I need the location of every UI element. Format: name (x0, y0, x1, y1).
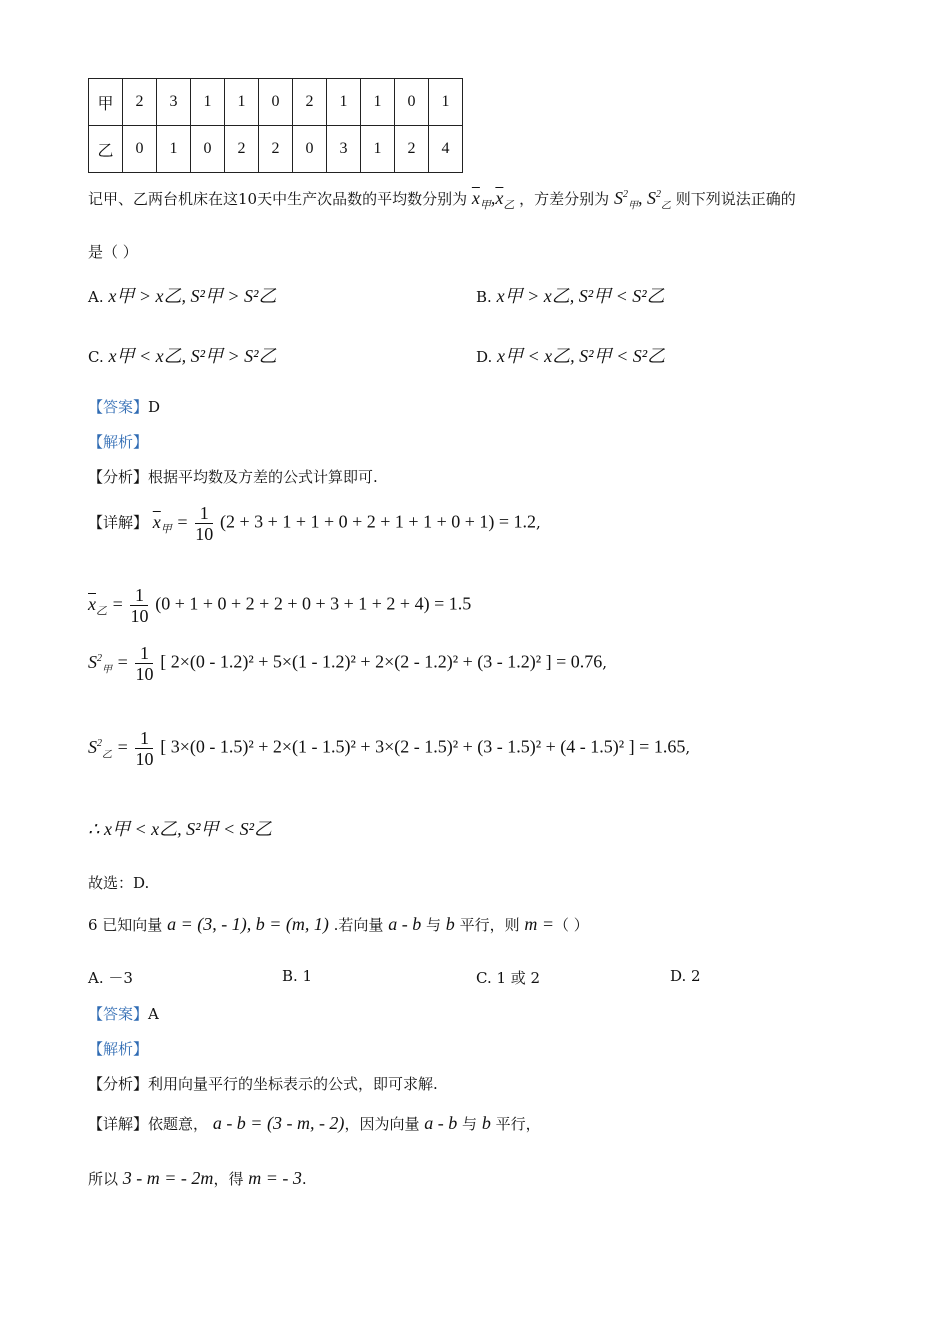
q6-stem (88, 914, 589, 935)
q6-analysis-tag: 【解析】 (88, 1040, 149, 1058)
end-period: . (301, 1170, 307, 1188)
table-cell: 0 (123, 126, 157, 173)
q6-paren: （ ） (554, 916, 589, 934)
q6-solve (88, 1168, 307, 1189)
q5-detail-1: 【详解】 $\overline{x}_甲$ = $\frac{1}{10}$ (2 + 3 + 1 + 1 + 0 + 2 + 1 + 1 + 0 + 1) = 1.2, (88, 503, 541, 544)
mean-jia-symbol: $\overline{x}_甲$ = (152, 511, 189, 536)
table-cell: 1 (327, 79, 361, 126)
get-text: ，得 (213, 1170, 244, 1188)
q6-vectors: a = (3, - 1), b = (m, 1) (167, 914, 329, 934)
detail-text: ，因为向量 (344, 1115, 420, 1133)
q6-parallel: 平行，则 (459, 916, 520, 934)
q5-stem-text2: ，方差分别为 (519, 190, 610, 208)
table-cell: 0 (191, 126, 225, 173)
fenxi-tag: 【分析】 (88, 1075, 149, 1093)
table-cell: 0 (395, 79, 429, 126)
option-label: D. (476, 348, 493, 366)
mean-yi-symbol: $\overline{x}_乙$ = (88, 593, 124, 618)
q5-detail-3: $S^2_甲$ = $\frac{1}{10}$ [ 2×(0 - 1.2)² + 5×(1 - 1.2)² + 2×(2 - 1.2)² + (3 - 1.2)² ] = 0.76, (88, 643, 608, 684)
variance-jia-symbol: $S^2_甲$ = (88, 651, 129, 676)
fraction (195, 503, 213, 544)
option-math: x甲 < x乙, S²甲 < S²乙 (497, 346, 666, 366)
q6-m: m = (524, 914, 555, 934)
variance-yi-symbol: $S^2_乙$ = (88, 736, 129, 761)
detail-text: 与 (462, 1115, 478, 1133)
q5-stem-text3: 则下列说法正确的 (675, 190, 796, 208)
table-cell: 2 (293, 79, 327, 126)
fraction-numerator: 1 (195, 503, 213, 524)
q6-option-a: A. －3 (88, 969, 133, 987)
fraction-denominator: 10 (130, 606, 149, 626)
table-cell: 3 (157, 79, 191, 126)
variance-symbols: $S^2_甲$, $S^2_乙$ (613, 188, 671, 212)
q6-prefix: 6 已知向量 (88, 916, 163, 934)
option-math: x甲 > x乙, S²甲 < S²乙 (496, 286, 665, 306)
option-label: C. (88, 348, 104, 366)
q5-fenxi (88, 466, 378, 487)
q6-option-b: B. 1 (282, 967, 313, 985)
option-math: x甲 < x乙, S²甲 > S²乙 (108, 346, 277, 366)
q5-option-a (88, 282, 276, 308)
detail-tag: 【详解】 (88, 513, 149, 532)
table-cell: 0 (293, 126, 327, 173)
detail-expr: a - b (424, 1113, 458, 1133)
q5-option-c (88, 342, 277, 368)
fenxi-tag: 【分析】 (88, 468, 149, 486)
q6-a-minus-b: a - b (388, 914, 422, 934)
table-cell: 1 (361, 79, 395, 126)
fenxi-text: 利用向量平行的坐标表示的公式，即可求解. (148, 1075, 438, 1093)
mean-symbols: $\overline{x}_甲,\overline{x}_乙$ (471, 188, 515, 212)
q6-option-c: C. 1 或 2 (476, 969, 541, 987)
option-label: A. (88, 288, 104, 306)
fraction (130, 585, 148, 626)
table-row (89, 79, 463, 126)
table-cell: 1 (429, 79, 463, 126)
detail-expr: b (481, 1113, 491, 1133)
table-cell: 4 (429, 126, 463, 173)
answer-value: A (148, 1005, 159, 1023)
fraction (135, 643, 153, 684)
fraction-denominator: 10 (135, 664, 154, 684)
fraction-numerator: 1 (135, 728, 153, 749)
table-cell: 2 (123, 79, 157, 126)
answer-tag: 【答案】 (88, 1005, 149, 1023)
detail-expr: a - b = (3 - m, - 2) (212, 1113, 345, 1133)
q5-answer (88, 396, 160, 417)
fraction-numerator: 1 (135, 643, 153, 664)
detail-text: 依题意， (148, 1115, 209, 1133)
detail-tag: 【详解】 (88, 1115, 149, 1133)
table-cell: 2 (225, 126, 259, 173)
fenxi-text: 根据平均数及方差的公式计算即可. (148, 468, 378, 486)
q6-with: 与 (425, 916, 441, 934)
q5-detail-4: $S^2_乙$ = $\frac{1}{10}$ [ 3×(0 - 1.5)² + 2×(1 - 1.5)² + 3×(2 - 1.5)² + (3 - 1.5)² + (4 - 1.5)² ] = 1.65, (88, 728, 691, 769)
row-label: 乙 (89, 126, 123, 173)
row-label: 甲 (89, 79, 123, 126)
get-expr: m = - 3 (248, 1168, 302, 1188)
table-row (89, 126, 463, 173)
detail-expr: (0 + 1 + 0 + 2 + 2 + 0 + 3 + 1 + 2 + 4) = 1.5 (155, 593, 472, 614)
fraction-numerator: 1 (130, 585, 148, 606)
detail-expr: (2 + 3 + 1 + 1 + 0 + 2 + 1 + 1 + 0 + 1) = 1.2 (220, 511, 537, 532)
q5-stem-line2: 是（ ） (88, 243, 138, 261)
q6-detail (88, 1113, 541, 1134)
answer-tag: 【答案】 (88, 398, 149, 416)
fraction (135, 728, 153, 769)
table-cell: 0 (259, 79, 293, 126)
q5-option-d (476, 342, 665, 368)
table-cell: 1 (191, 79, 225, 126)
q6-mid: .若向量 (333, 916, 384, 934)
so-text: 所以 (88, 1170, 119, 1188)
q5-option-b (476, 282, 665, 308)
defect-table (88, 78, 463, 173)
q6-option-d: D. 2 (670, 967, 701, 985)
table-cell: 2 (259, 126, 293, 173)
fraction-denominator: 10 (195, 524, 214, 544)
table-cell: 3 (327, 126, 361, 173)
table-cell: 1 (361, 126, 395, 173)
q5-analysis-tag: 【解析】 (88, 433, 149, 451)
q6-fenxi (88, 1073, 438, 1094)
so-expr: 3 - m = - 2m (122, 1168, 214, 1188)
detail-text: 平行， (495, 1115, 541, 1133)
table-cell: 2 (395, 126, 429, 173)
q5-stem-line1 (88, 188, 796, 213)
answer-value: D (148, 398, 161, 416)
detail-expr: [ 2×(0 - 1.2)² + 5×(1 - 1.2)² + 2×(2 - 1.2)² + (3 - 1.2)² ] = 0.76 (160, 651, 603, 672)
q5-choose: 故选：D. (88, 874, 150, 892)
q5-stem-text1: 记甲、乙两台机床在这10天中生产次品数的平均数分别为 (88, 190, 468, 208)
q6-answer (88, 1003, 159, 1024)
detail-expr: [ 3×(0 - 1.5)² + 2×(1 - 1.5)² + 3×(2 - 1.5)² + (3 - 1.5)² + (4 - 1.5)² ] = 1.65 (160, 736, 686, 757)
table-cell: 1 (225, 79, 259, 126)
q6-b: b (445, 914, 455, 934)
table-cell: 1 (157, 126, 191, 173)
fraction-denominator: 10 (135, 749, 154, 769)
option-label: B. (476, 288, 492, 306)
option-math: x甲 > x乙, S²甲 > S²乙 (108, 286, 277, 306)
q5-detail-2 (88, 585, 471, 626)
q5-conclusion: ∴ x甲 < x乙, S²甲 < S²乙 (88, 819, 273, 839)
